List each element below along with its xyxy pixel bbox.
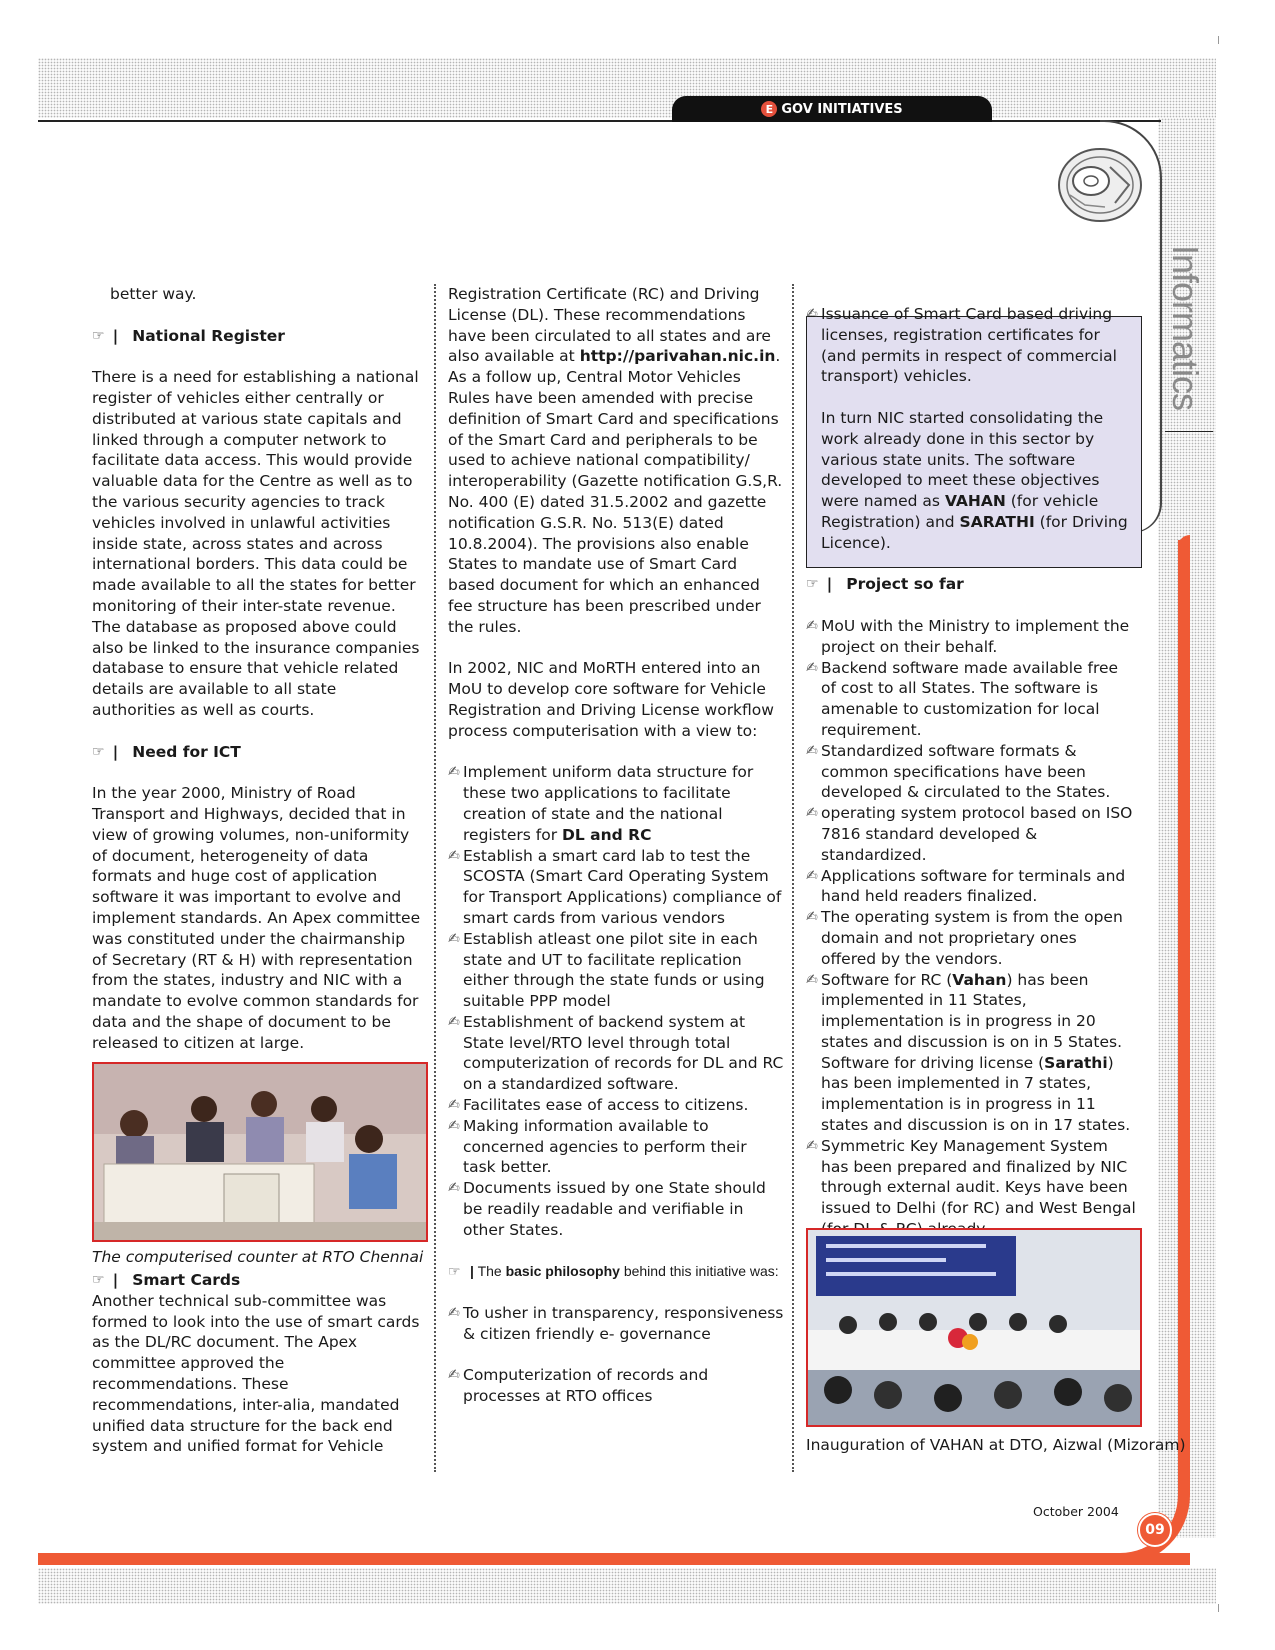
list-item <box>806 907 1136 969</box>
text-run: In turn NIC started consolidating the work already done in this sector by various state units. The software developed to meet these objectives were named as <box>821 408 1104 511</box>
paragraph: Another technical sub-committee was formed to look into the use of smart cards as the DL/RC document. The Apex committee approved the recommendations. These recommendations, inter-alia, mandated unified data structure for the back end system and unified format for Vehicle <box>92 1291 420 1456</box>
subheading-label: National Register <box>132 326 285 345</box>
photo-caption: The computerised counter at RTO Chennai <box>92 1248 424 1266</box>
parivahan-link[interactable]: http://parivahan.nic.in <box>579 347 776 366</box>
list-item <box>448 1303 784 1345</box>
list-item-text: The operating system is from the open domain and not proprietary ones offered by the vendors. <box>821 908 1123 968</box>
list-item <box>448 929 784 1012</box>
paragraph: There is a need for establishing a national register of vehicles either centrally or distributed at various state capitals and linked through a computer network to facilitate data access. This would provide valuable data for the Centre as well as to the various security agencies to track vehicles involved in unlawful activities inside state, across states and across international borders. This data could be made available to all the states for better monitoring of their inter-state revenue. The database as proposed above could also be linked to the insurance companies database to ensure that vehicle related details are available to all state authorities as well as courts. <box>92 368 420 719</box>
section-tab-label: GOV INITIATIVES <box>781 101 903 117</box>
column-1-lower <box>92 1270 424 1457</box>
column-2 <box>448 284 784 1407</box>
disc-drive-icon <box>1055 145 1145 225</box>
header-dot-pattern <box>38 58 1216 118</box>
subheading-smart-cards <box>92 1270 424 1291</box>
list-item-text: Establish atleast one pilot site in each state and UT to facilitate replication either through the state funds or using suitable PPP model <box>463 929 765 1011</box>
list-item-text: Facilitates ease of access to citizens. <box>463 1096 749 1115</box>
sidebar-title: Informatics <box>1165 245 1206 411</box>
bar-glyph: | <box>826 575 833 594</box>
list-item-text: To usher in transparency, responsiveness & citizen friendly e- governance <box>463 1304 784 1343</box>
list-item-text: Issuance of Smart Card based driving licenses, registration certificates for (and permits in respect of commercial transport) vehicles. <box>821 305 1117 386</box>
e-logo-icon: E <box>761 101 777 117</box>
continued-text: better way. <box>110 285 197 303</box>
subheading-project-so-far <box>806 574 1136 595</box>
list-item <box>806 658 1136 741</box>
photo-rto-chennai-counter <box>92 1062 428 1242</box>
pen-icon: ✍ <box>448 1013 460 1030</box>
photo-caption: Inauguration of VAHAN at DTO, Aizwal (Mizoram) <box>806 1436 1186 1454</box>
column-separator <box>434 284 436 1472</box>
subheading-text <box>470 1261 784 1282</box>
list-item <box>448 1365 784 1407</box>
list-item <box>806 803 1136 865</box>
pen-icon: ✍ <box>806 805 818 822</box>
subheading-basic-philosophy <box>448 1261 784 1282</box>
paragraph <box>806 408 1136 554</box>
decorative-orange-bar <box>38 1553 1190 1565</box>
column-separator <box>792 284 794 1472</box>
list-item <box>448 1095 784 1116</box>
text-run: ) has been implemented in 7 states, implementation is in progress in 11 states and discussion is on in 17 states. <box>821 1053 1131 1135</box>
pen-icon: ✍ <box>448 1367 460 1384</box>
pen-icon: ✍ <box>448 847 460 864</box>
footer-dot-pattern <box>38 1568 1216 1604</box>
pen-icon: ✍ <box>806 867 818 884</box>
pen-icon: ✍ <box>448 1305 460 1322</box>
page-number: 09 <box>1138 1513 1172 1547</box>
header-rule <box>38 120 1161 122</box>
pointing-hand-icon: ☞ <box>92 743 105 760</box>
bar-glyph: | <box>112 742 119 761</box>
list-item <box>806 304 1136 387</box>
list-item-text: Establish a smart card lab to test the SCOSTA (Smart Card Operating System for Transport Applications) compliance of smart cards from various vendors <box>463 846 782 927</box>
pen-icon: ✍ <box>806 1137 818 1154</box>
pen-icon: ✍ <box>806 617 818 634</box>
text-run: The <box>477 1263 506 1280</box>
text-run-bold: VAHAN <box>944 492 1006 511</box>
pen-icon: ✍ <box>448 764 460 781</box>
list-item-text: Backend software made available free of cost to all States. The software is amenable to customization for local requirement. <box>821 658 1119 739</box>
issue-date: October 2004 <box>1033 1504 1119 1519</box>
text-run: Software for RC ( <box>821 970 953 989</box>
subheading-label: Smart Cards <box>132 1271 241 1289</box>
list-item <box>806 616 1136 658</box>
text-run: behind this initiative was: <box>619 1263 779 1280</box>
sidebar-divider <box>1165 431 1213 432</box>
column-1 <box>92 284 424 1053</box>
subheading-need-for-ict <box>92 742 424 763</box>
list-item <box>448 846 784 929</box>
photo-vahan-inauguration <box>806 1228 1142 1427</box>
crop-mark <box>1218 1604 1219 1612</box>
pen-icon: ✍ <box>806 659 818 676</box>
text-run: (for Driving Licence). <box>821 512 1128 552</box>
pen-icon: ✍ <box>806 971 818 988</box>
pointing-hand-icon: ☞ <box>92 1272 105 1288</box>
paragraph <box>448 284 784 638</box>
pen-icon: ✍ <box>806 909 818 926</box>
text-run-bold: DL and RC <box>562 825 652 844</box>
pointing-hand-icon: ☞ <box>448 1263 461 1280</box>
list-item-text: Applications software for terminals and hand held readers finalized. <box>821 866 1126 906</box>
pen-icon: ✍ <box>448 1180 460 1197</box>
bar-glyph: | <box>112 1271 119 1289</box>
text-run: . As a follow up, Central Motor Vehicles Rules have been amended with precise definition of Smart Card and specifications of the Smart Card and peripherals to be used to achieve national compatibility/ interoperability (Gazette notification G.S,R. No. 400 (E) dated 31.5.2002 and gazette notification G.S.R. No. 513(E) dated 10.8.2004). The provisions also enable States to mandate use of Smart Card based document for which an enhanced fee structure has been prescribed under the rules. <box>448 347 783 636</box>
subheading-national-register <box>92 326 424 347</box>
list-item <box>806 1136 1136 1240</box>
list-item <box>806 866 1136 908</box>
list-item <box>448 1012 784 1095</box>
list-item <box>806 741 1136 803</box>
text-run-bold: SARATHI <box>959 512 1035 531</box>
text-run-bold: basic philosophy <box>505 1263 620 1280</box>
text-run-bold: Sarathi <box>1044 1053 1108 1072</box>
text-run: Registration Certificate (RC) and Driving License (DL). These recommendations have been circulated to all states and are also available at <box>448 285 771 366</box>
section-tab <box>672 96 992 122</box>
paragraph: In 2002, NIC and MoRTH entered into an MoU to develop core software for Vehicle Registration and Driving License workflow process computerisation with a view to: <box>448 659 774 740</box>
subheading-label: Need for ICT <box>132 742 241 761</box>
text-run: ) has been implemented in 11 States, implementation is in progress in 20 states and discussion is on in 5 States. Software for driving license ( <box>821 970 1123 1072</box>
column-3 <box>806 304 1136 1240</box>
list-item-text <box>821 970 1136 1136</box>
pointing-hand-icon: ☞ <box>806 576 819 593</box>
crop-mark <box>1218 36 1219 44</box>
pointing-hand-icon: ☞ <box>92 327 105 344</box>
list-item-text <box>463 762 784 845</box>
bar-glyph: | <box>112 326 119 345</box>
pen-icon: ✍ <box>448 1117 460 1134</box>
list-item-text: Standardized software formats & common specifications have been developed & circulated to the States. <box>821 741 1111 802</box>
list-item-text: Computerization of records and processes at RTO offices <box>463 1366 709 1406</box>
pen-icon: ✍ <box>806 306 818 322</box>
text-run: (for vehicle Registration) and <box>821 492 1099 531</box>
list-item <box>448 762 784 845</box>
bar-glyph: | <box>470 1263 474 1280</box>
list-item <box>448 1178 784 1240</box>
pen-icon: ✍ <box>448 930 460 947</box>
list-item <box>806 970 1136 1136</box>
list-item-text: Making information available to concerned agencies to perform their task better. <box>463 1116 747 1177</box>
text-run: Implement uniform data structure for these two applications to facilitate creation of state and the national registers for <box>463 763 754 844</box>
list-item-text: Documents issued by one State should be readily readable and verifiable in other States. <box>463 1179 766 1239</box>
list-item-text: Establishment of backend system at State level/RTO level through total computerization of records for DL and RC on a standardized software. <box>463 1012 784 1094</box>
list-item-text: Symmetric Key Management System has been prepared and finalized by NIC through external audit. Keys have been issued to Delhi (for RC) and West Bengal <box>821 1136 1136 1218</box>
list-item-text: MoU with the Ministry to implement the project on their behalf. <box>821 616 1130 656</box>
paragraph: In the year 2000, Ministry of Road Transport and Highways, decided that in view of growing volumes, non-uniformity of document, heterogeneity of data formats and huge cost of application software it was important to evolve and implement standards. An Apex committee was constituted under the chairmanship of Secretary (RT & H) with representation from the states, industry and NIC with a mandate to evolve common standards for data and the shape of document to be released to citizen at large. <box>92 784 421 1052</box>
list-item-text: operating system protocol based on ISO 7816 standard developed & standardized. <box>821 804 1133 864</box>
pen-icon: ✍ <box>448 1097 460 1114</box>
text-run-bold: Vahan <box>952 970 1007 989</box>
pen-icon: ✍ <box>806 742 818 759</box>
subheading-label: Project so far <box>846 575 964 594</box>
list-item <box>448 1116 784 1178</box>
